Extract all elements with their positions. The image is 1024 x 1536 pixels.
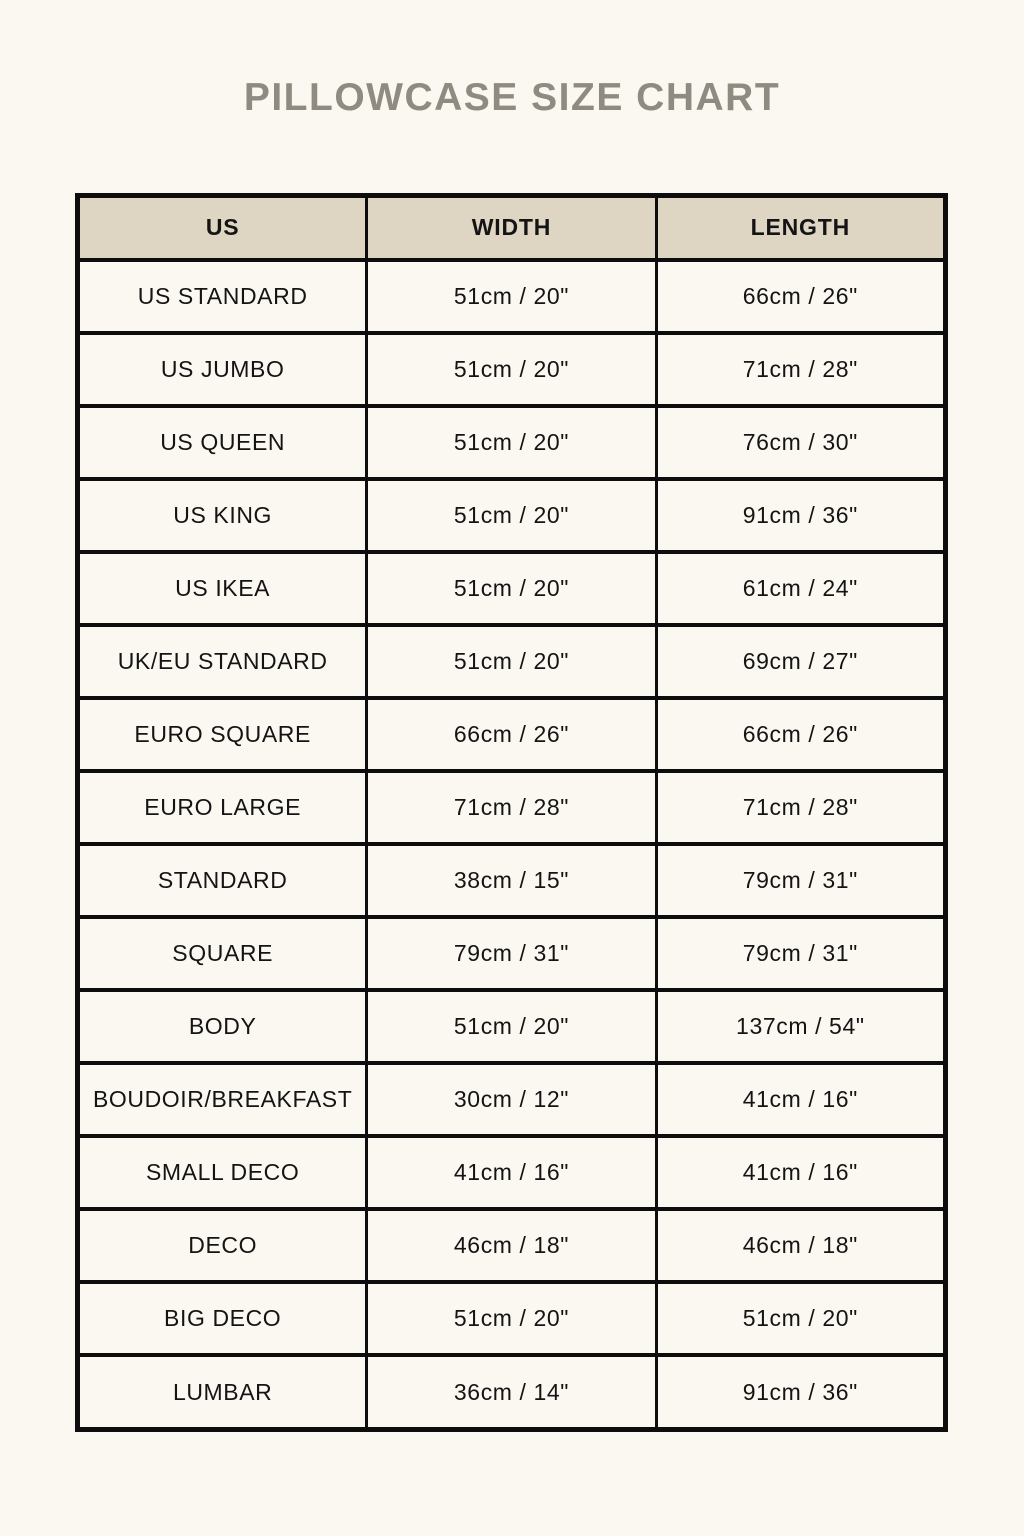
table-row: [78, 771, 946, 844]
table-row: [78, 1063, 946, 1136]
cell-us: LUMBAR: [78, 1355, 367, 1429]
cell-length: 137cm / 54": [656, 990, 945, 1063]
cell-length: 91cm / 36": [656, 479, 945, 552]
table-row: [78, 1209, 946, 1282]
page-title: PILLOWCASE SIZE CHART: [243, 76, 781, 119]
table-row: [78, 625, 946, 698]
cell-width: 38cm / 15": [367, 844, 656, 917]
table-row: [78, 260, 946, 333]
cell-us: BOUDOIR/BREAKFAST: [78, 1063, 367, 1136]
cell-width: 66cm / 26": [367, 698, 656, 771]
cell-width: 51cm / 20": [367, 333, 656, 406]
cell-width: 36cm / 14": [367, 1355, 656, 1429]
cell-us: US QUEEN: [78, 406, 367, 479]
cell-us: EURO SQUARE: [78, 698, 367, 771]
cell-us: UK/EU STANDARD: [78, 625, 367, 698]
cell-us: US STANDARD: [78, 260, 367, 333]
cell-length: 91cm / 36": [656, 1355, 945, 1429]
size-chart: [75, 193, 948, 1432]
cell-length: 71cm / 28": [656, 771, 945, 844]
cell-us: BODY: [78, 990, 367, 1063]
cell-width: 51cm / 20": [367, 552, 656, 625]
cell-width: 30cm / 12": [367, 1063, 656, 1136]
cell-length: 71cm / 28": [656, 333, 945, 406]
cell-us: EURO LARGE: [78, 771, 367, 844]
cell-us: SQUARE: [78, 917, 367, 990]
header-row: [78, 196, 946, 260]
column-header-length: LENGTH: [656, 196, 945, 260]
cell-length: 66cm / 26": [656, 260, 945, 333]
cell-width: 41cm / 16": [367, 1136, 656, 1209]
cell-length: 79cm / 31": [656, 844, 945, 917]
table-header: [78, 196, 946, 260]
cell-length: 61cm / 24": [656, 552, 945, 625]
cell-width: 51cm / 20": [367, 479, 656, 552]
cell-length: 41cm / 16": [656, 1136, 945, 1209]
table-row: [78, 844, 946, 917]
cell-length: 69cm / 27": [656, 625, 945, 698]
cell-us: DECO: [78, 1209, 367, 1282]
column-header-width: WIDTH: [367, 196, 656, 260]
cell-us: SMALL DECO: [78, 1136, 367, 1209]
cell-length: 66cm / 26": [656, 698, 945, 771]
cell-us: BIG DECO: [78, 1282, 367, 1355]
table-row: [78, 406, 946, 479]
cell-us: US KING: [78, 479, 367, 552]
cell-length: 51cm / 20": [656, 1282, 945, 1355]
size-chart-table: [75, 193, 948, 1432]
cell-length: 76cm / 30": [656, 406, 945, 479]
cell-us: US JUMBO: [78, 333, 367, 406]
table-row: [78, 1355, 946, 1429]
cell-length: 79cm / 31": [656, 917, 945, 990]
cell-width: 51cm / 20": [367, 260, 656, 333]
cell-width: 51cm / 20": [367, 990, 656, 1063]
column-header-us: US: [78, 196, 367, 260]
cell-us: US IKEA: [78, 552, 367, 625]
cell-width: 79cm / 31": [367, 917, 656, 990]
table-row: [78, 333, 946, 406]
table-row: [78, 990, 946, 1063]
cell-length: 41cm / 16": [656, 1063, 945, 1136]
table-row: [78, 917, 946, 990]
cell-length: 46cm / 18": [656, 1209, 945, 1282]
table-row: [78, 698, 946, 771]
cell-width: 51cm / 20": [367, 1282, 656, 1355]
cell-width: 51cm / 20": [367, 406, 656, 479]
cell-width: 46cm / 18": [367, 1209, 656, 1282]
cell-width: 71cm / 28": [367, 771, 656, 844]
cell-width: 51cm / 20": [367, 625, 656, 698]
table-row: [78, 479, 946, 552]
table-body: [78, 260, 946, 1430]
table-row: [78, 552, 946, 625]
table-row: [78, 1282, 946, 1355]
cell-us: STANDARD: [78, 844, 367, 917]
table-row: [78, 1136, 946, 1209]
